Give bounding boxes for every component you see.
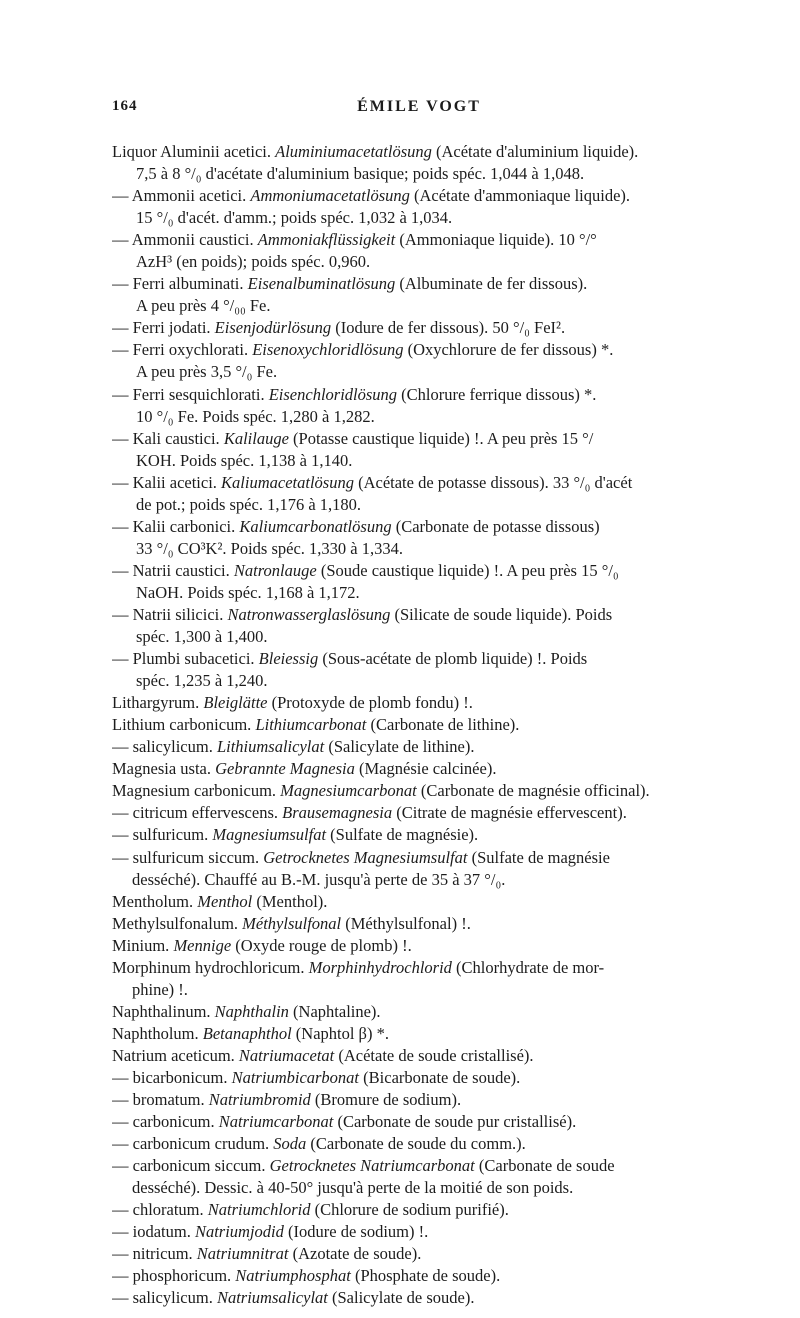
page-number: 164 (112, 98, 138, 114)
entry-text: 33 °/₀ CO³K². Poids spéc. 1,330 à 1,334. (136, 538, 403, 558)
entry-text: — chloratum. (112, 1200, 208, 1220)
entry-line (112, 141, 732, 163)
german-name: Ammoniakflüssigkeit (257, 230, 396, 250)
german-name: Kalilauge (223, 428, 289, 448)
entry-text: desséché). Chauffé au B.-M. jusqu'à perte de 35 à 37 °/₀. (132, 869, 506, 889)
entry-text: 10 °/₀ Fe. Poids spéc. 1,280 à 1,282. (136, 406, 375, 426)
entry-description: (Oxyde rouge de plomb) !. (231, 935, 412, 955)
entry-text: — Plumbi subacetici. (112, 649, 259, 669)
entry-line (112, 1177, 732, 1199)
entry-line (112, 802, 732, 824)
entry-description: (Sulfate de magnésie (467, 847, 610, 867)
german-name: Natriumphosphat (235, 1266, 351, 1286)
entry-description: (Naphtaline). (288, 1001, 381, 1021)
entry-text: NaOH. Poids spéc. 1,168 à 1,172. (136, 582, 360, 602)
entry-line (112, 516, 732, 538)
entry-description: (Protoxyde de plomb fondu) !. (267, 693, 473, 713)
entry-description: (Acétate d'ammoniaque liquide). (409, 186, 631, 206)
entry-description: (Carbonate de potasse dissous) (391, 516, 600, 536)
german-name: Natriumacetat (238, 1045, 335, 1065)
german-name: Natriumbromid (208, 1090, 311, 1110)
german-name: Eisenjodürlösung (214, 318, 332, 338)
entry-line (112, 317, 732, 339)
entry-description: (Carbonate de magnésie officinal). (416, 781, 650, 801)
entry-text: — carbonicum siccum. (112, 1156, 270, 1176)
entry-text: desséché). Dessic. à 40-50° jusqu'à perte de la moitié de son poids. (132, 1178, 574, 1198)
entry-text: — salicylicum. (112, 737, 217, 757)
entry-description: (Méthylsulfonal) !. (341, 913, 471, 933)
entry-description: (Sulfate de magnésie). (326, 825, 479, 845)
entry-text: — phosphoricum. (112, 1266, 236, 1286)
entry-line (112, 251, 732, 273)
entry-text: — citricum effervescens. (112, 803, 283, 823)
german-name: Natronwasserglaslösung (227, 604, 391, 624)
page-header (112, 98, 726, 120)
german-name: Lithiumsalicylat (216, 737, 325, 757)
entry-text: Minium. (112, 935, 174, 955)
entry-text: de pot.; poids spéc. 1,176 à 1,180. (136, 494, 362, 514)
entry-list (112, 141, 732, 1309)
entry-line (112, 428, 732, 450)
entry-description: (Oxychlorure de fer dissous) *. (403, 340, 614, 360)
entry-description: (Naphtol β) *. (291, 1023, 389, 1043)
german-name: Betanaphthol (202, 1023, 292, 1043)
entry-line (112, 869, 732, 891)
german-name: Kaliumcarbonatlösung (239, 516, 392, 536)
entry-description: (Silicate de soude liquide). Poids (390, 604, 613, 624)
entry-text: — Ferri sesquichlorati. (112, 384, 269, 404)
entry-text: — salicylicum. (112, 1288, 217, 1308)
german-name: Morphinhydrochlorid (308, 957, 452, 977)
entry-description: (Sous-acétate de plomb liquide) !. Poids (318, 649, 588, 669)
german-name: Ammoniumacetatlösung (250, 186, 410, 206)
entry-line (112, 494, 732, 516)
entry-text: — Natrii caustici. (112, 560, 234, 580)
entry-line (112, 1023, 732, 1045)
entry-description: (Salicylate de soude). (327, 1288, 475, 1308)
german-name: Natriumbicarbonat (231, 1067, 360, 1087)
entry-text: A peu près 4 °/₀₀ Fe. (136, 296, 271, 316)
german-name: Magnesiumsulfat (212, 825, 327, 845)
german-name: Aluminiumacetatlösung (275, 142, 432, 161)
entry-description: (Bicarbonate de soude). (359, 1067, 521, 1087)
entry-description: (Acétate de soude cristallisé). (334, 1045, 534, 1065)
german-name: Lithiumcarbonat (255, 715, 367, 735)
entry-text: KOH. Poids spéc. 1,138 à 1,140. (136, 450, 353, 470)
entry-line (112, 692, 732, 714)
entry-text: Lithium carbonicum. (112, 715, 256, 735)
entry-line (112, 935, 732, 957)
entry-line (112, 185, 732, 207)
entry-text: Liquor Aluminii acetici. (112, 142, 276, 161)
entry-text: AzH³ (en poids); poids spéc. 0,960. (136, 252, 371, 272)
entry-line (112, 714, 732, 736)
entry-text: — iodatum. (112, 1222, 195, 1242)
entry-description: (Carbonate de soude du comm.). (306, 1134, 526, 1154)
german-name: Méthylsulfonal (242, 913, 342, 933)
entry-line (112, 1265, 732, 1287)
entry-description: (Carbonate de soude (474, 1156, 615, 1176)
german-name: Bleiglätte (203, 693, 268, 713)
entry-line (112, 1199, 732, 1221)
german-name: Getrocknetes Natriumcarbonat (269, 1156, 475, 1176)
entry-line (112, 450, 732, 472)
entry-text: — Ammonii acetici. (112, 186, 251, 206)
entry-text: spéc. 1,300 à 1,400. (136, 627, 268, 647)
entry-text: — Ferri albuminati. (112, 274, 248, 294)
entry-line (112, 626, 732, 648)
entry-line (112, 1287, 732, 1309)
entry-description: (Carbonate de lithine). (366, 715, 520, 735)
german-name: Bleiessig (258, 649, 319, 669)
entry-text: Naphthalinum. (112, 1001, 215, 1021)
entry-line (112, 1111, 732, 1133)
entry-line (112, 406, 732, 428)
entry-text: 7,5 à 8 °/₀ d'acétate d'aluminium basique; poids spéc. 1,044 à 1,048. (136, 164, 585, 184)
entry-text: Lithargyrum. (112, 693, 204, 713)
entry-line (112, 339, 732, 361)
entry-description: (Azotate de soude). (288, 1244, 422, 1264)
entry-text: — nitricum. (112, 1244, 197, 1264)
german-name: Eisenalbuminatlösung (247, 274, 396, 294)
entry-text: — Ferri oxychlorati. (112, 340, 253, 360)
entry-text: — Ammonii caustici. (112, 230, 258, 250)
entry-description: (Acétate de potasse dissous). 33 °/₀ d'acét (353, 472, 633, 492)
german-name: Kaliumacetatlösung (221, 472, 354, 492)
entry-line (112, 207, 732, 229)
entry-line (112, 538, 732, 560)
entry-text: — carbonicum. (112, 1112, 219, 1132)
german-name: Natriumjodid (194, 1222, 284, 1242)
entry-text: — Ferri jodati. (112, 318, 215, 338)
entry-description: (Bromure de sodium). (310, 1090, 462, 1110)
entry-text: — sulfuricum siccum. (112, 847, 264, 867)
entry-text: Natrium aceticum. (112, 1045, 239, 1065)
entry-description: (Iodure de sodium) !. (283, 1222, 429, 1242)
entry-line (112, 361, 732, 383)
entry-line (112, 1089, 732, 1111)
entry-line (112, 736, 732, 758)
entry-line (112, 472, 732, 494)
entry-description: (Salicylate de lithine). (324, 737, 475, 757)
entry-description: (Albuminate de fer dissous). (395, 274, 588, 294)
entry-text: 15 °/₀ d'acét. d'amm.; poids spéc. 1,032 à 1,034. (136, 208, 453, 228)
entry-line (112, 758, 732, 780)
entry-description: (Citrate de magnésie effervescent). (392, 803, 627, 823)
entry-line (112, 670, 732, 692)
entry-line (112, 847, 732, 869)
entry-line (112, 163, 732, 185)
german-name: Brausemagnesia (282, 803, 393, 823)
entry-line (112, 1221, 732, 1243)
entry-line (112, 1133, 732, 1155)
entry-line (112, 384, 732, 406)
entry-description: (Phosphate de soude). (350, 1266, 501, 1286)
entry-text: Mentholum. (112, 891, 198, 911)
entry-line (112, 1243, 732, 1265)
entry-text: phine) !. (132, 979, 188, 999)
entry-text: Methylsulfonalum. (112, 913, 243, 933)
entry-text: spéc. 1,235 à 1,240. (136, 671, 268, 691)
entry-text: A peu près 3,5 °/₀ Fe. (136, 362, 278, 382)
entry-text: — Natrii silicici. (112, 604, 228, 624)
entry-description: (Menthol). (252, 891, 328, 911)
german-name: Natriumchlorid (207, 1200, 311, 1220)
entry-description: (Magnésie calcinée). (354, 759, 497, 779)
entry-text: — bromatum. (112, 1090, 209, 1110)
german-name: Magnesiumcarbonat (280, 781, 417, 801)
entry-line (112, 273, 732, 295)
german-name: Mennige (173, 935, 232, 955)
entry-line (112, 1001, 732, 1023)
entry-line (112, 582, 732, 604)
entry-line (112, 1045, 732, 1067)
entry-text: — sulfuricum. (112, 825, 213, 845)
german-name: Natriumcarbonat (218, 1112, 334, 1132)
entry-line (112, 957, 732, 979)
german-name: Eisenchloridlösung (268, 384, 398, 404)
entry-line (112, 979, 732, 1001)
entry-line (112, 229, 732, 251)
entry-text: Magnesia usta. (112, 759, 216, 779)
entry-description: (Potasse caustique liquide) !. A peu près 15 °/ (288, 428, 594, 448)
german-name: Natronlauge (233, 560, 317, 580)
german-name: Naphthalin (214, 1001, 289, 1021)
entry-text: — carbonicum crudum. (112, 1134, 274, 1154)
german-name: Gebrannte Magnesia (215, 759, 355, 779)
german-name: Eisenoxychloridlösung (252, 340, 404, 360)
entry-line (112, 891, 732, 913)
entry-text: Magnesium carbonicum. (112, 781, 281, 801)
entry-text: — Kali caustici. (112, 428, 224, 448)
entry-description: (Chlorhydrate de mor- (451, 957, 605, 977)
german-name: Natriumsalicylat (216, 1288, 328, 1308)
entry-text: — bicarbonicum. (112, 1067, 232, 1087)
entry-text: — Kalii acetici. (112, 472, 222, 492)
german-name: Getrocknetes Magnesiumsulfat (263, 847, 468, 867)
entry-line (112, 780, 732, 802)
entry-text: Naphtholum. (112, 1023, 203, 1043)
running-title: ÉMILE VOGT (357, 98, 481, 115)
entry-description: (Iodure de fer dissous). 50 °/₀ FeI². (331, 318, 566, 338)
german-name: Menthol (197, 891, 253, 911)
entry-description: (Carbonate de soude pur cristallisé). (333, 1112, 577, 1132)
entry-line (112, 913, 732, 935)
entry-description: (Acétate d'aluminium liquide). (431, 142, 639, 161)
entry-line (112, 604, 732, 626)
entry-line (112, 560, 732, 582)
entry-text: Morphinum hydrochloricum. (112, 957, 309, 977)
entry-description: (Ammoniaque liquide). 10 °/° (395, 230, 597, 250)
entry-line (112, 1155, 732, 1177)
german-name: Natriumnitrat (196, 1244, 289, 1264)
entry-description: (Chlorure de sodium purifié). (310, 1200, 509, 1220)
entry-text: — Kalii carbonici. (112, 516, 240, 536)
german-name: Soda (273, 1134, 307, 1154)
entry-line (112, 1067, 732, 1089)
entry-description: (Soude caustique liquide) !. A peu près 15 °/₀ (316, 560, 619, 580)
entry-line (112, 648, 732, 670)
entry-line (112, 824, 732, 846)
entry-description: (Chlorure ferrique dissous) *. (397, 384, 597, 404)
entry-line (112, 295, 732, 317)
